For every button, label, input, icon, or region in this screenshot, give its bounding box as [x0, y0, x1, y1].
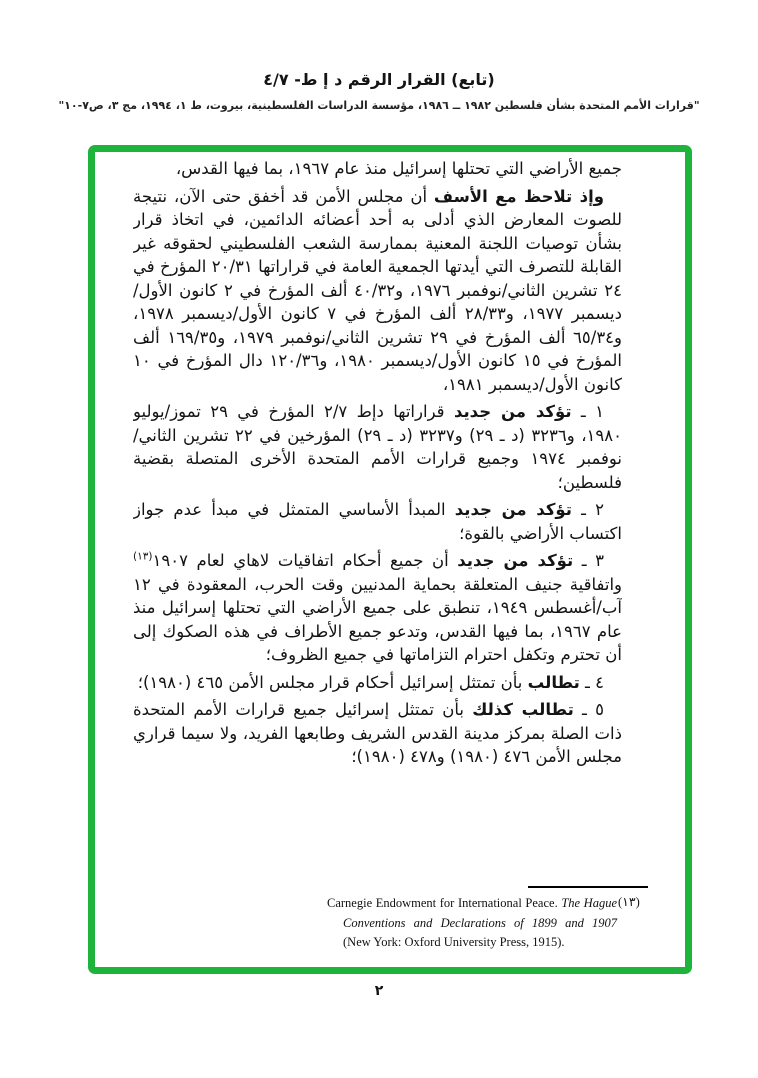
text-run: واتفاقية جنيف المتعلقة بحماية المدنيين وقت الحرب، المعقودة في ١٢ آب/أغسطس ١٩٤٩، تنطبق على جميع الأراضي التي تحتلها إسرائيل منذ عام ١٩٦٧، بما فيها القدس، وتدعو جميع الأطراف في هذه الصكوك إلى أن تحترم وتكفل احترام التزاماتها في جميع الظروف؛	[133, 574, 622, 664]
footnote-citation-text: Carnegie Endowment for International Peace.	[327, 896, 562, 910]
text-run: بأن تمتثل إسرائيل أحكام قرار مجلس الأمن ٤٦٥ (١٩٨٠)؛	[137, 672, 528, 692]
bold-phrase: تطالب	[527, 672, 580, 692]
bold-phrase: تؤكد من جديد	[453, 402, 572, 421]
preamble-paragraph	[133, 185, 622, 397]
text-run: أن جميع أحكام اتفاقيات لاهاي لعام ١٩٠٧	[152, 551, 458, 570]
text-run: بأن تمتثل إسرائيل جميع قرارات الأمم المتحدة ذات الصلة بمركز مدينة القدس الشريف وطابعها الفريد، ولا سيما قراري مجلس الأمن ٤٧٦ (١٩٨٠) و٤٧٨ (١٩٨٠)؛	[133, 700, 622, 766]
text-run: ٢ ـ	[571, 500, 604, 519]
bold-phrase: تؤكد من جديد	[454, 500, 572, 519]
text-run: قراراتها دإط ٢/٧ المؤرخ في ٢٩ تموز/يوليو ١٩٨٠، و٣٢٣٦ (د ـ ٢٩) و٣٢٣٧ (د ـ ٢٩) المؤرخين في ٢٢ تشرين الثاني/نوفمبر ١٩٧٤ وجميع قرارات الأمم المتحدة الأخرى المتصلة بقضية فلسطين؛	[133, 402, 622, 492]
footnote-separator-rule	[528, 886, 648, 888]
document-title: (تابع) القرار الرقم د إ ط- ٤/٧	[263, 70, 495, 89]
operative-paragraph-3	[133, 549, 622, 667]
footnote-citation-text: (New York: Oxford University Press, 1915).	[343, 935, 565, 949]
operative-paragraph-4	[133, 671, 622, 695]
footnote-ref: (١٣)	[133, 550, 153, 563]
continuation-paragraph	[133, 157, 622, 181]
footnote-work-title: The Hague Conventions and Declarations of 1899 and 1907	[343, 896, 618, 930]
operative-paragraph-5	[133, 698, 622, 769]
footnote-marker: (١٣)	[618, 895, 640, 909]
bold-phrase: تؤكد من جديد	[457, 551, 574, 570]
page-number: ٢	[374, 983, 384, 999]
document-body	[133, 157, 622, 773]
operative-paragraph-1	[133, 400, 622, 494]
text-run: أن مجلس الأمن قد أخفق حتى الآن، نتيجة للصوت المعارض الذي أدلى به أحد أعضائه الدائمين، في اتخاذ قرار بشأن توصيات اللجنة المعنية بممارسة الشعب الفلسطيني لحقوقه غير القابلة للتصرف التي أيدتها الجمعية العامة في قراراتها ٢٠/٣١ المؤرخ في ٢٤ تشرين الثاني/نوفمبر ١٩٧٦، و٤٠/٣٢ ألف المؤرخ في ٢ كانون الأول/ديسمبر ١٩٧٧، و٢٨/٣٣ ألف المؤرخ في ٧ كانون الأول/ديسمبر ١٩٧٨، و٦٥/٣٤ ألف المؤرخ في ٢٩ تشرين الثاني/نوفمبر ١٩٧٩، و١٦٩/٣٥ ألف المؤرخ في ١٥ كانون الأول/ديسمبر ١٩٨٠، و١٢٠/٣٦ دال المؤرخ في ١٠ كانون الأول/ديسمبر ١٩٨١،	[133, 186, 622, 394]
footnote-text	[327, 894, 617, 953]
text-run: المبدأ الأساسي المتمثل في مبدأ عدم جواز اكتساب الأراضي بالقوة؛	[133, 500, 622, 543]
text-run: ٥ ـ	[573, 700, 605, 719]
text-run: جميع الأراضي التي تحتلها إسرائيل منذ عام ١٩٦٧، بما فيها القدس،	[175, 159, 622, 178]
operative-paragraph-2	[133, 498, 622, 545]
bold-phrase: تطالب كذلك	[472, 700, 574, 719]
bold-phrase: وإذ تلاحظ مع الأسف	[433, 186, 605, 206]
source-citation: "قرارات الأمم المتحدة بشأن فلسطين ١٩٨٢ ــ ١٩٨٦، مؤسسة الدراسات الفلسطينية، بيروت، ط ١، ١٩٩٤، مج ٣، ص٧-١٠"	[58, 99, 700, 112]
text-run: ٤ ـ	[579, 672, 604, 692]
text-run: ٣ ـ	[573, 551, 605, 570]
text-run: ١ ـ	[571, 402, 605, 421]
